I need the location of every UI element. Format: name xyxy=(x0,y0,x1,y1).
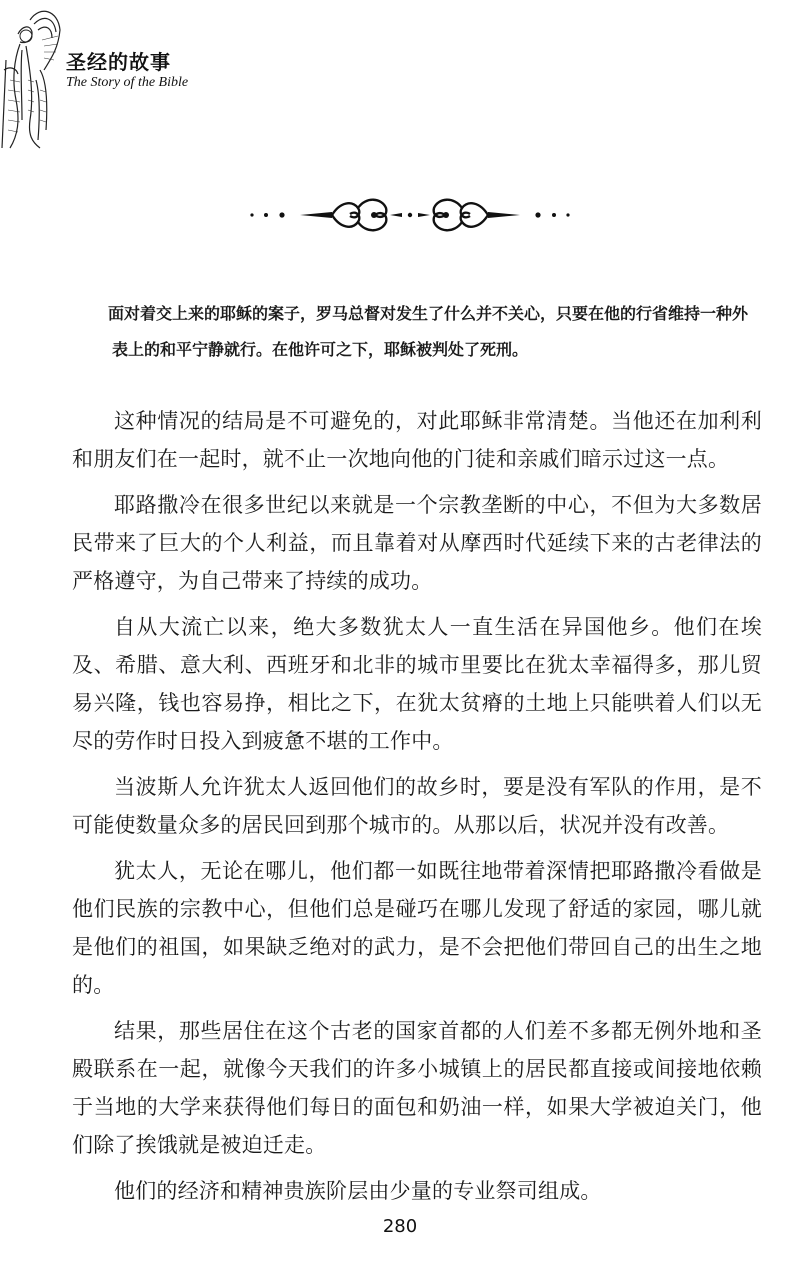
paragraph: 犹太人，无论在哪儿，他们都一如既往地带着深情把耶路撒冷看做是他们民族的宗教中心，但他们总是碰巧在哪儿发现了舒适的家园，哪儿就是他们的祖国，如果缺乏绝对的武力，是不会把他们带回自己的出生之地的。 xyxy=(72,859,762,997)
paragraph: 这种情况的结局是不可避免的，对此耶稣非常清楚。当他还在加利利和朋友们在一起时，就不止一次地向他的门徒和亲戚们暗示过这一点。 xyxy=(72,409,762,471)
lead-paragraph: 面对着交上来的耶稣的案子，罗马总督对发生了什么并不关心，只要在他的行省维持一种外表上的和平宁静就行。在他许可之下，耶稣被判处了死刑。 xyxy=(108,304,749,359)
running-header xyxy=(0,0,260,160)
book-subtitle: The Story of the Bible xyxy=(66,75,189,90)
decorative-divider-icon xyxy=(240,192,580,238)
paragraph: 耶路撒冷在很多世纪以来就是一个宗教垄断的中心，不但为大多数居民带来了巨大的个人利益，而且靠着对从摩西时代延续下来的古老律法的严格遵守，为自己带来了持续的成功。 xyxy=(72,493,762,593)
angel-illustration-icon xyxy=(0,0,62,150)
page-number: 280 xyxy=(382,1216,418,1237)
paragraph: 结果，那些居住在这个古老的国家首都的人们差不多都无例外地和圣殿联系在一起，就像今天我们的许多小城镇上的居民都直接或间接地依赖于当地的大学来获得他们每日的面包和奶油一样，如果大学被迫关门，他们除了挨饿就是被迫迁走。 xyxy=(72,1019,762,1157)
paragraph: 当波斯人允许犹太人返回他们的故乡时，要是没有军队的作用，是不可能使数量众多的居民回到那个城市的。从那以后，状况并没有改善。 xyxy=(72,775,762,837)
paragraph: 他们的经济和精神贵族阶层由少量的专业祭司组成。 xyxy=(114,1179,602,1203)
paragraph: 自从大流亡以来，绝大多数犹太人一直生活在异国他乡。他们在埃及、希腊、意大利、西班牙和北非的城市里要比在犹太幸福得多，那儿贸易兴隆，钱也容易挣，相比之下，在犹太贫瘠的土地上只能哄着人们以无尽的劳作时日投入到疲惫不堪的工作中。 xyxy=(72,615,762,753)
body-text xyxy=(72,402,762,1218)
book-title: 圣经的故事 xyxy=(66,50,171,74)
